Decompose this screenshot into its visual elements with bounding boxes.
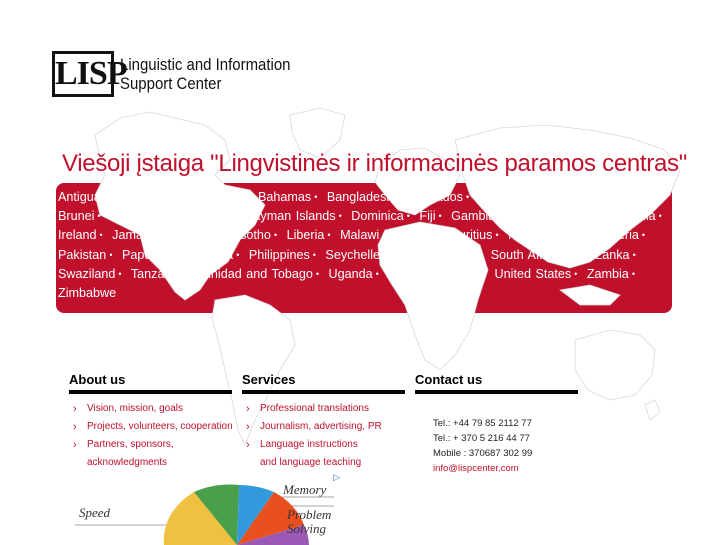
services-link-language[interactable]: › Language instructions — [242, 436, 405, 454]
country-item: Nigeria — [599, 228, 639, 243]
bullet-icon: • — [171, 211, 176, 222]
bullet-icon: • — [97, 211, 101, 222]
services-title: Services — [242, 372, 405, 394]
bullet-icon: • — [396, 192, 400, 202]
about-title: About us — [69, 372, 232, 394]
country-item: Barbados — [409, 190, 463, 204]
about-link-partners-cont[interactable]: acknowledgments — [87, 457, 168, 468]
bullet-icon: • — [273, 230, 278, 241]
chevron-right-icon: › — [73, 421, 77, 433]
country-item: Lesotho — [226, 228, 271, 243]
ad-label-memory: Memory — [283, 482, 327, 497]
country-item: Liberia — [286, 228, 325, 243]
country-item: Pakistan — [58, 247, 107, 262]
country-item: Trinidad and Tobago — [196, 266, 313, 281]
country-list — [58, 188, 670, 303]
bullet-icon: • — [406, 211, 410, 222]
bullet-icon: • — [438, 211, 442, 222]
country-item: Swaziland — [58, 266, 116, 281]
chevron-right-icon: › — [246, 403, 250, 415]
contact-mobile: Mobile : 370687 302 99 — [433, 448, 533, 459]
bullet-icon: • — [551, 211, 555, 222]
about-section — [69, 372, 233, 472]
services-link-translations[interactable]: › Professional translations — [242, 400, 405, 418]
country-item: Canada — [184, 209, 229, 224]
country-item: Bangladesh — [326, 190, 394, 204]
bullet-icon: • — [184, 268, 188, 279]
services-section — [242, 372, 405, 472]
country-item: Ghana — [510, 209, 549, 224]
bullet-icon: • — [382, 230, 386, 241]
page-headline: Viešoji įstaiga "Lingvistinės ir informacinės paramos centras" — [62, 150, 687, 177]
bullet-icon: • — [465, 192, 470, 202]
bullet-icon: • — [658, 211, 662, 222]
country-item: Papua New Guinea — [121, 247, 234, 262]
country-item: Malawi — [340, 228, 380, 243]
contact-tel-2: Tel.: + 370 5 216 44 77 — [433, 433, 530, 444]
bullet-icon: • — [498, 211, 502, 222]
country-item: Zimbabwe — [58, 286, 117, 301]
ad-banner[interactable] — [69, 470, 342, 545]
country-item: Uganda — [328, 266, 373, 281]
bullet-icon: • — [586, 230, 590, 241]
country-item: Malta — [394, 228, 426, 243]
bullet-icon: • — [338, 211, 342, 222]
services-link-language-cont[interactable]: and language teaching — [260, 457, 362, 468]
bullet-icon: • — [582, 192, 586, 202]
country-item: Gambia — [451, 209, 496, 224]
bullet-icon: • — [481, 268, 486, 279]
bullet-icon: • — [515, 192, 520, 202]
country-item: New Zealand — [508, 228, 584, 243]
country-item: Mauritius — [441, 228, 493, 243]
country-item: Jamaica — [112, 228, 160, 243]
country-item: Cayman Islands — [244, 209, 336, 224]
bullet-icon: • — [327, 230, 331, 241]
site-logo[interactable] — [52, 51, 314, 97]
logo-text — [120, 55, 290, 93]
country-item: Gibraltar — [564, 209, 613, 224]
country-item: Seychelles — [325, 247, 387, 262]
chevron-right-icon: › — [246, 439, 250, 451]
country-item: Zambia — [586, 266, 629, 281]
bullet-icon: • — [245, 192, 249, 202]
bullet-icon: • — [574, 268, 578, 279]
country-item: Ireland — [58, 228, 97, 243]
bullet-icon: • — [181, 192, 185, 202]
about-menu — [69, 400, 233, 472]
contact-details — [415, 416, 578, 476]
country-item: Antigua and Barbuda — [58, 190, 179, 204]
bullet-icon: • — [389, 249, 393, 260]
chevron-right-icon: › — [73, 439, 77, 451]
country-item: Sierra Leone — [401, 247, 476, 262]
adchoices-icon[interactable]: ▷ — [333, 472, 340, 482]
logo-line-1: Linguistic and Information — [120, 55, 291, 74]
country-item: Bermuda — [528, 190, 580, 204]
bullet-icon: • — [428, 230, 432, 241]
bullet-icon: • — [231, 211, 235, 222]
country-item: Kenya — [174, 228, 211, 243]
bullet-icon: • — [109, 249, 113, 260]
chevron-right-icon: › — [246, 421, 250, 433]
bullet-icon: • — [99, 230, 103, 241]
country-item: Fiji — [419, 209, 436, 224]
services-menu — [242, 400, 405, 472]
bullet-icon: • — [653, 192, 657, 202]
contact-section — [415, 372, 578, 476]
bullet-icon: • — [213, 230, 217, 241]
bullet-icon: • — [236, 249, 240, 260]
country-item: Sri Lanka — [575, 247, 630, 262]
bullet-icon: • — [312, 249, 316, 260]
country-item: Brunei — [58, 209, 95, 224]
contact-title: Contact us — [415, 372, 578, 394]
country-item: Belize — [478, 190, 513, 204]
ad-label-speed: Speed — [79, 505, 111, 520]
bullet-icon: • — [314, 192, 318, 202]
australia-shape — [575, 330, 655, 400]
bullet-icon: • — [118, 268, 122, 279]
contact-email-link[interactable]: info@lispcenter.com — [433, 463, 519, 474]
bullet-icon: • — [478, 249, 482, 260]
country-item: Philippines — [248, 247, 310, 262]
country-item: Dominica — [351, 209, 404, 224]
ad-label-solving: Solving — [287, 521, 326, 536]
about-link-vision[interactable]: › Vision, mission, goals — [69, 400, 233, 418]
country-item: Cameroon — [110, 209, 169, 224]
country-item: India — [628, 209, 656, 224]
country-item: Bahamas — [257, 190, 312, 204]
logo-line-2: Support Center — [120, 74, 222, 93]
ad-label-problem: Problem — [287, 507, 332, 522]
new-zealand-shape — [645, 400, 660, 420]
country-item: South Africa — [490, 247, 560, 262]
country-item: Botswana — [595, 190, 651, 204]
bullet-icon: • — [315, 268, 319, 279]
bullet-icon: • — [641, 230, 646, 241]
about-link-partners[interactable]: › Partners, sponsors, — [69, 436, 233, 454]
bullet-icon: • — [375, 268, 379, 279]
chevron-right-icon: › — [73, 403, 77, 415]
services-link-journalism[interactable]: › Journalism, advertising, PR — [242, 418, 405, 436]
logo-mark: LISP — [52, 51, 114, 97]
bullet-icon: • — [562, 249, 566, 260]
bullet-icon: • — [632, 249, 636, 260]
country-item: United States — [494, 266, 572, 281]
country-item: Tanzania — [130, 266, 182, 281]
about-link-projects[interactable]: › Projects, volunteers, cooperation — [69, 418, 233, 436]
bullet-icon: • — [162, 230, 166, 241]
contact-tel-1: Tel.: +44 79 85 2112 77 — [433, 418, 532, 429]
bullet-icon: • — [495, 230, 499, 241]
country-item: United Kingdom — [388, 266, 479, 281]
country-item: Australia — [193, 190, 243, 204]
bullet-icon: • — [631, 268, 635, 279]
bullet-icon: • — [615, 211, 619, 222]
